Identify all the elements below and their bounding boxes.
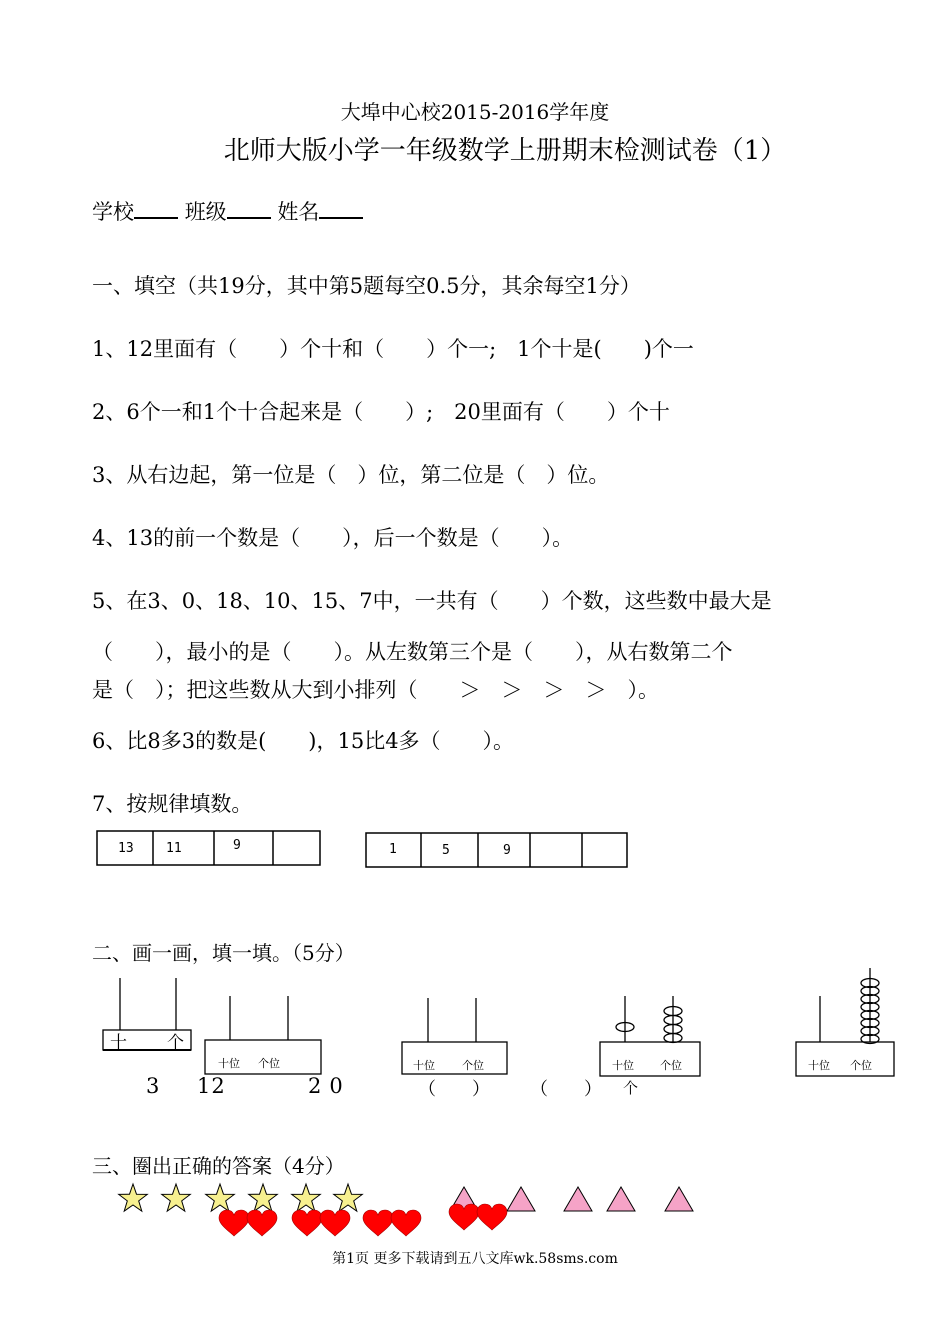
question-5-line3: 是（ ）；把这些数从大到小排列（ ＞ ＞ ＞ ＞ ）。 <box>92 678 659 702</box>
answer-blank-1[interactable]: （ ） <box>418 1079 490 1100</box>
star-4 <box>249 1184 278 1211</box>
heart-6 <box>391 1210 421 1236</box>
abacus-4-tens-bead <box>616 1023 634 1032</box>
abacus3-ones-place: 个位 <box>462 1059 484 1072</box>
stray-ge-label: 个 <box>623 1079 639 1097</box>
seq2-cell-3: 9 <box>503 843 511 858</box>
heart-2 <box>247 1210 277 1236</box>
abacus5-ones-place: 个位 <box>850 1059 872 1072</box>
question-1: 1、12里面有（ ）个十和（ ）个一; 1个十是( )个一 <box>92 337 694 361</box>
abacus2-tens-place: 十位 <box>218 1057 240 1070</box>
star-6 <box>334 1184 363 1211</box>
section2-heading: 二、画一画，填一填。（5分） <box>92 941 355 965</box>
abacus4-ones-place: 个位 <box>660 1059 682 1072</box>
student-info-row <box>92 196 363 226</box>
name-label: 姓名 <box>277 200 320 224</box>
question-3: 3、从右边起，第一位是（ ）位，第二位是（ ）位。 <box>92 463 610 487</box>
stars-group <box>119 1184 363 1211</box>
question-6: 6、比8多3的数是( )，15比4多（ ）。 <box>92 729 515 753</box>
answer-12: 12 <box>197 1074 226 1098</box>
answer-20: 20 <box>308 1074 351 1098</box>
answer-3: 3 <box>146 1074 160 1098</box>
answer-blank-2[interactable]: （ ） <box>530 1079 602 1100</box>
name-blank[interactable] <box>319 199 363 219</box>
heart-1 <box>219 1210 249 1236</box>
abacus3-tens-place: 十位 <box>413 1059 435 1072</box>
seq1-cell-1: 13 <box>118 841 134 856</box>
heart-3 <box>292 1210 322 1236</box>
class-label: 班级 <box>184 200 227 224</box>
question-5-line1: 5、在3、0、18、10、15、7中，一共有（ ）个数，这些数中最大是 <box>92 589 772 613</box>
school-blank[interactable] <box>134 199 178 219</box>
seq1-cell-2: 11 <box>166 841 182 856</box>
seq2-cell-1: 1 <box>389 842 397 857</box>
question-7: 7、按规律填数。 <box>92 792 253 816</box>
page-footer: 第1页 更多下载请到五八文库wk.58sms.com <box>332 1251 618 1267</box>
exam-title: 北师大版小学一年级数学上册期末检测试卷（1） <box>223 136 787 166</box>
question-2: 2、6个一和1个十合起来是（ ）; 20里面有（ ）个十 <box>92 400 670 424</box>
star-2 <box>162 1184 191 1211</box>
triangles-group <box>450 1187 693 1211</box>
question-5-line2: （ ），最小的是（ ）。从左数第三个是（ ），从右数第二个 <box>92 640 733 664</box>
heart-8 <box>477 1204 507 1230</box>
triangle-4 <box>607 1187 635 1211</box>
sample-ones-label: 个 <box>167 1033 184 1053</box>
hearts-group-2 <box>449 1204 507 1230</box>
abacus5-tens-place: 十位 <box>808 1059 830 1072</box>
heart-5 <box>363 1210 393 1236</box>
heart-7 <box>449 1204 479 1230</box>
seq1-cell-3: 9 <box>233 838 241 853</box>
hearts-group <box>219 1210 421 1236</box>
abacus4-tens-place: 十位 <box>612 1059 634 1072</box>
heart-4 <box>320 1210 350 1236</box>
abacus2-ones-place: 个位 <box>258 1057 280 1070</box>
question-4: 4、13的前一个数是（ ），后一个数是（ ）。 <box>92 526 574 550</box>
class-blank[interactable] <box>227 199 271 219</box>
section1-heading: 一、填空（共19分，其中第5题每空0.5分，其余每空1分） <box>92 274 641 298</box>
star-5 <box>292 1184 321 1211</box>
sequence-box-2 <box>366 833 627 867</box>
seq2-cell-2: 5 <box>442 843 450 858</box>
triangle-5 <box>665 1187 693 1211</box>
triangle-1 <box>450 1187 478 1211</box>
star-3 <box>206 1184 235 1211</box>
triangle-3 <box>564 1187 592 1211</box>
section3-heading: 三、圈出正确的答案（4分） <box>92 1154 345 1178</box>
sample-tens-label: 十 <box>110 1033 127 1053</box>
triangle-2 <box>507 1187 535 1211</box>
star-1 <box>119 1184 148 1211</box>
school-label: 学校 <box>92 200 134 224</box>
exam-subtitle: 大埠中心校2015-2016学年度 <box>340 100 610 124</box>
